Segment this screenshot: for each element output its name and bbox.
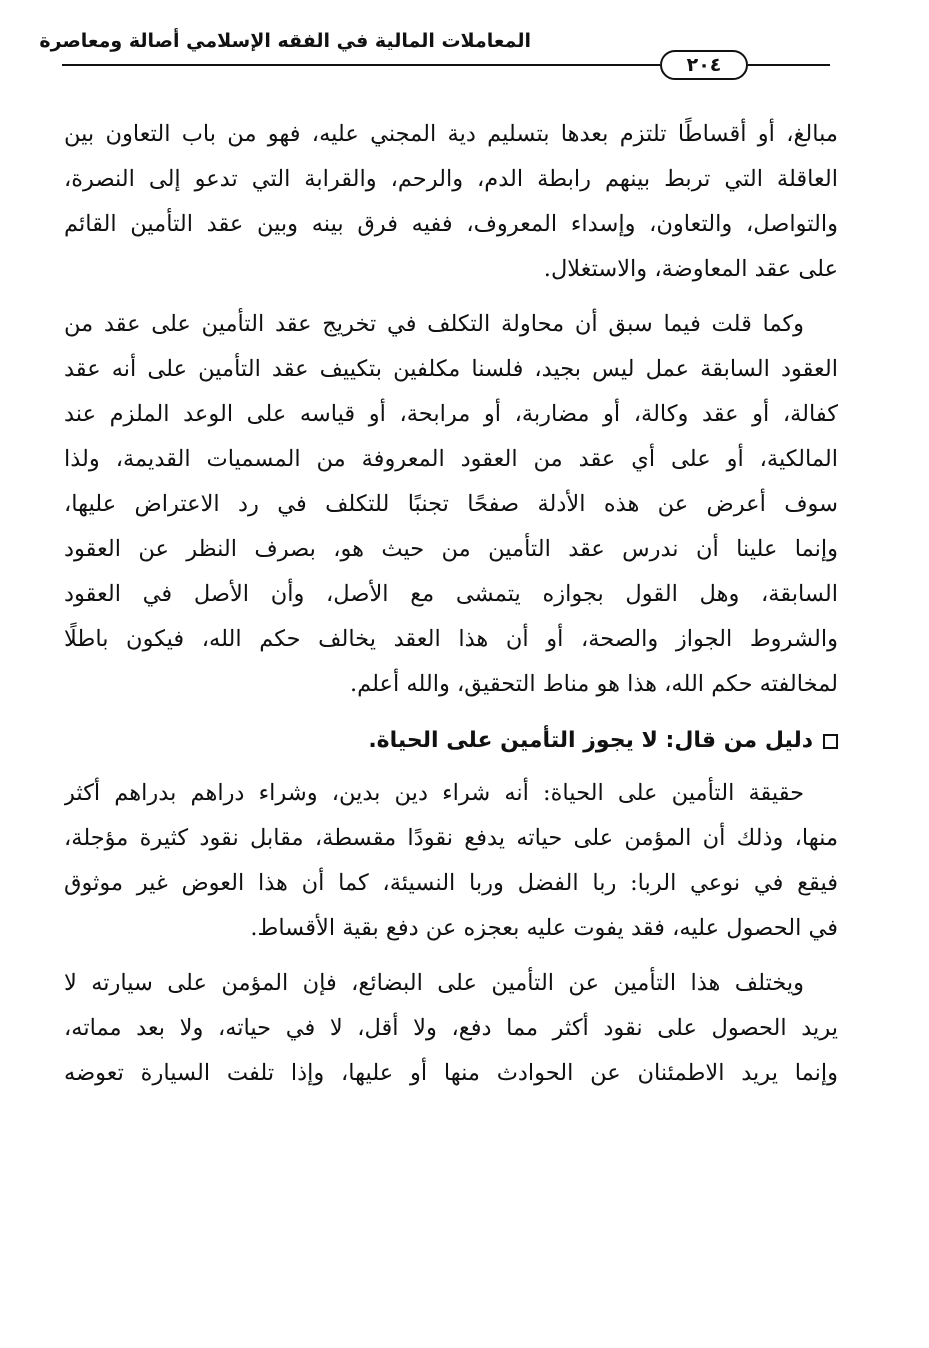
text-line: ويختلف هذا التأمين عن التأمين على البضائع، فإن المؤمن على سيارته لا	[64, 970, 804, 996]
text-line: حقيقة التأمين على الحياة: أنه شراء دين بدين، وشراء دراهم بدراهم أكثر	[64, 780, 804, 806]
text-line: السابقة، وهل القول بجوازه يتمشى مع الأصل، وأن الأصل في العقود	[64, 581, 838, 607]
text-line: منها، وذلك أن المؤمن على حياته يدفع نقودًا مقسطة، مقابل نقود كثيرة مؤجلة،	[64, 825, 838, 851]
paragraph-3	[64, 771, 838, 951]
text-line: سوف أعرض عن هذه الأدلة صفحًا تجنبًا للتكلف في رد الاعتراض عليها،	[64, 491, 838, 517]
text-line: وإنما يريد الاطمئنان عن الحوادث منها أو عليها، وإذا تلفت السيارة تعوضه	[64, 1060, 838, 1086]
text-line: العقود السابقة عمل ليس بجيد، فلسنا مكلفين بتكييف عقد التأمين على أنه عقد	[64, 356, 838, 382]
running-header-title: المعاملات المالية في الفقه الإسلامي أصالة ومعاصرة	[39, 30, 531, 52]
header-rule-right	[748, 64, 830, 66]
paragraph-4	[64, 961, 838, 1096]
text-line: العاقلة التي تربط بينهم رابطة الدم، والرحم، والقرابة التي تدعو إلى النصرة،	[64, 166, 838, 192]
text-line: في الحصول عليه، فقد يفوت عليه بعجزه عن دفع بقية الأقساط.	[250, 915, 838, 941]
page-number-badge: ٢٠٤	[660, 50, 748, 80]
text-line: كفالة، أو عقد وكالة، أو مضاربة، أو مرابحة، أو قياسه على الوعد الملزم عند	[64, 401, 838, 427]
body-text	[64, 112, 838, 1096]
text-line: وإنما علينا أن ندرس عقد التأمين من حيث هو، بصرف النظر عن العقود	[64, 536, 838, 562]
text-line: مبالغ، أو أقساطًا تلتزم بعدها بتسليم دية المجني عليه، فهو من باب التعاون بين	[64, 121, 838, 147]
text-line: فيقع في نوعي الربا: ربا الفضل وربا النسيئة، كما أن هذا العوض غير موثوق	[64, 870, 838, 896]
text-line: والشروط الجواز والصحة، أو أن هذا العقد يخالف حكم الله، فيكون باطلًا	[64, 626, 838, 652]
text-line: على عقد المعاوضة، والاستغلال.	[543, 256, 838, 282]
text-line: والتواصل، والتعاون، وإسداء المعروف، ففيه فرق بينه وبين عقد التأمين القائم	[64, 211, 838, 237]
text-line: وكما قلت فيما سبق أن محاولة التكلف في تخريج عقد التأمين على عقد من	[64, 311, 804, 337]
section-heading	[64, 721, 838, 761]
square-bullet-icon	[823, 734, 838, 749]
text-line: لمخالفته حكم الله، هذا هو مناط التحقيق، والله أعلم.	[349, 671, 838, 697]
text-line: المالكية، أو على أي عقد من العقود المعروفة من المسميات القديمة، ولذا	[64, 446, 838, 472]
text-line: يريد الحصول على نقود أكثر مما دفع، ولا أقل، لا في حياته، ولا بعد مماته،	[64, 1015, 838, 1041]
header-rule-left	[62, 64, 660, 66]
paragraph-1	[64, 112, 838, 292]
section-heading-text: دليل من قال: لا يجوز التأمين على الحياة.	[368, 728, 813, 753]
paragraph-2	[64, 302, 838, 707]
